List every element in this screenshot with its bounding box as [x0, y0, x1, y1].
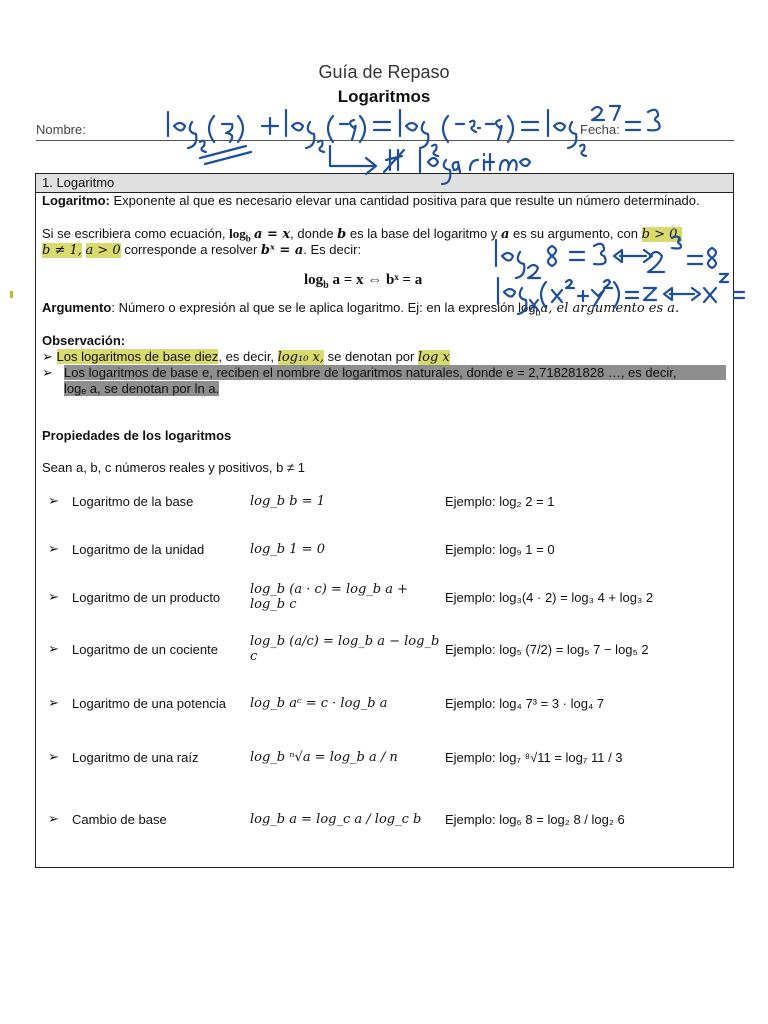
argument-label: Argumento	[42, 300, 112, 315]
property-formula: log_b ⁿ√a = log_b a / n	[250, 749, 398, 765]
cond-b-not-one: b ≠ 1,	[42, 243, 82, 258]
definition-label: Logaritmo:	[42, 193, 110, 208]
obs1-expr: log₁₀ x,	[277, 350, 324, 365]
cond-a-positive: a > 0	[85, 243, 121, 258]
resolve-eq: bˣ = a	[260, 243, 304, 258]
cond-b-positive: b > 0,	[641, 227, 682, 242]
obs1-end: log x	[417, 350, 450, 365]
argument-line: Argumento: Número o expresión al que se le aplica logaritmo. Ej: en la expresión $\log_ba$, el argumento es a.	[42, 300, 680, 318]
arrow-bullet-icon: ➢	[48, 493, 59, 508]
property-formula: log_b (a/c) = log_b a − log_b c	[250, 634, 440, 664]
argument-def: : Número o expresión al que se le aplica logaritmo. Ej: en la expresión log	[111, 300, 536, 315]
property-name: Cambio de base	[72, 811, 167, 827]
base-text: es la base del logaritmo y	[349, 226, 498, 241]
property-formula: log_b (a · c) = log_b a + log_b c	[250, 582, 409, 612]
obs1-mid2: se denotan por	[327, 349, 415, 364]
obs1-highlight: Los logaritmos de base diez	[56, 349, 219, 364]
arrow-bullet-icon: ➢	[42, 349, 53, 364]
name-label: Nombre:	[36, 122, 86, 137]
equation-intro-a: Si se escribiera como ecuación,	[42, 226, 226, 241]
main-eq-rest: a = x ⇔ bˣ = a	[332, 272, 423, 288]
resolve-text: corresponde a resolver	[124, 242, 258, 257]
property-name: Logaritmo de la unidad	[72, 541, 205, 557]
arrow-bullet-icon: ➢	[48, 641, 59, 656]
property-example: Ejemplo: log₆ 8 = log₂ 8 / log₂ 6	[445, 811, 625, 827]
property-example: Ejemplo: log₂ 2 = 1	[445, 493, 555, 509]
properties-intro: Sean a, b, c números reales y positivos, b ≠ 1	[42, 460, 305, 475]
arrow-bullet-icon: ➢	[48, 811, 59, 826]
definition-text: Exponente al que es necesario elevar una cantidad positiva para que resulte un número determinado.	[113, 193, 700, 208]
eq-log: log	[229, 226, 246, 241]
properties-title: Propiedades de los logaritmos	[42, 428, 232, 443]
section-title: 1. Logaritmo	[42, 175, 115, 190]
property-example: Ejemplo: log₃(4 · 2) = log₃ 4 + log₃ 2	[445, 589, 654, 605]
argument-def-end: a, el argumento es a.	[540, 301, 680, 316]
argument-text: es su argumento, con	[513, 226, 639, 241]
es-decir: . Es decir:	[303, 242, 362, 257]
property-formula: log_b 1 = 0	[250, 541, 325, 557]
property-example: Ejemplo: log₇ ⁸√11 = log₇ 11 / 3	[445, 749, 623, 765]
arrow-bullet-icon: ➢	[48, 541, 59, 556]
obs2-line1: Los logaritmos de base e, reciben el nombre de logaritmos naturales, donde e = 2,718281828 …, es decir,	[64, 365, 726, 380]
b-var: b	[337, 227, 347, 242]
main-eq-log: log	[304, 272, 324, 288]
arrow-bullet-icon: ➢	[42, 365, 53, 380]
guide-title: Guía de Repaso	[318, 62, 450, 82]
date-label: Fecha:	[580, 122, 620, 137]
arrow-bullet-icon: ➢	[48, 695, 59, 710]
eq-intro-b: , donde	[290, 226, 334, 241]
property-example: Ejemplo: log₄ 7³ = 3 · log₄ 7	[445, 695, 605, 711]
property-formula: log_b b = 1	[250, 493, 326, 509]
property-name: Logaritmo de una raíz	[72, 749, 199, 765]
property-formula: log_b a = log_c a / log_c b	[250, 811, 422, 827]
property-formula: log_b aᶜ = c · log_b a	[250, 695, 388, 711]
main-equivalence: $\log_b a = x$ ⇔ bˣ = a	[304, 272, 423, 291]
eq-rest: a = x	[254, 227, 291, 242]
a-var: a	[500, 227, 510, 242]
property-example: Ejemplo: log₉ 1 = 0	[445, 541, 555, 557]
arrow-bullet-icon: ➢	[48, 589, 59, 604]
equation-intro-line1: Si se escribiera como ecuación, $\log_b a = x$, donde b es la base del logaritmo y a es su argumento, con b > 0,	[42, 226, 682, 244]
property-name: Logaritmo de un cociente	[72, 641, 218, 657]
property-example: Ejemplo: log₅ (7/2) = log₅ 7 − log₅ 2	[445, 641, 649, 657]
obs1-mid: , es decir,	[218, 349, 275, 364]
property-name: Logaritmo de un producto	[72, 589, 221, 605]
arrow-bullet-icon: ➢	[48, 749, 59, 764]
property-name: Logaritmo de la base	[72, 493, 194, 509]
subject-title: Logaritmos	[337, 87, 431, 106]
observation-label: Observación:	[42, 333, 126, 348]
obs2-line2: logₑ a, se denotan por ln a.	[64, 381, 220, 396]
property-name: Logaritmo de una potencia	[72, 695, 226, 711]
